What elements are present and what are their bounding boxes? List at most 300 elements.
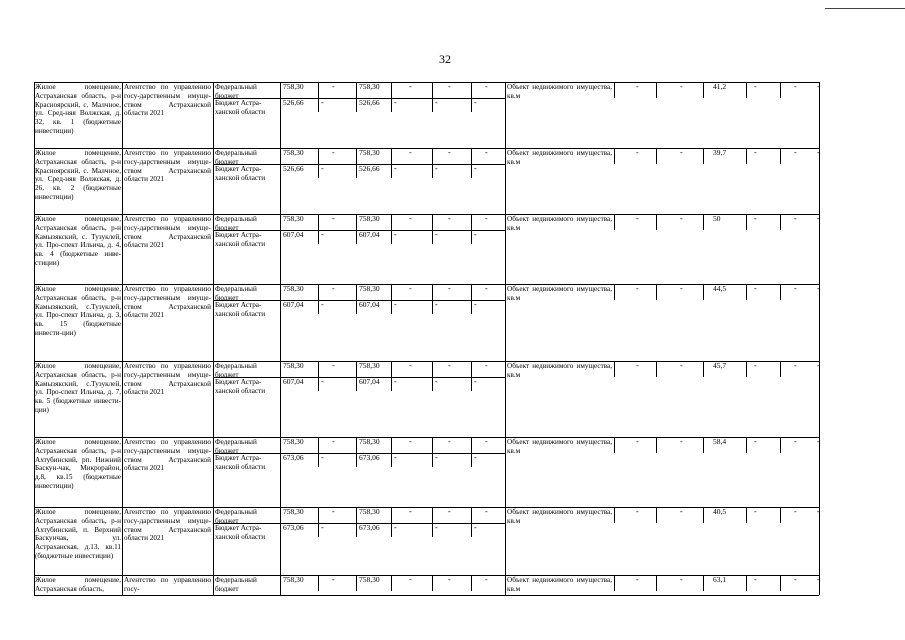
row-indicator: Объект недвижимого имущества, кв.м: [507, 362, 612, 379]
row-object-description: Жилое помещение, Астраханская область, р-н Камызякский, с. Тузуклей, ул. Про-спект Ильича, д. 4, кв. 4 (бюджетные инве-стиции): [35, 215, 121, 267]
row-budget-federal: Федеральный бюджет: [215, 285, 257, 301]
dash-mark: -: [485, 284, 488, 293]
table-vline-sub: [432, 148, 433, 164]
table-vline-sub: [471, 361, 472, 377]
dash-mark: -: [636, 148, 639, 157]
dash-mark: -: [474, 230, 477, 239]
row-budget-regional: Бюджет Астра-ханской области: [215, 301, 266, 317]
row-indicator: Объект недвижимого имущества, кв.м: [507, 438, 612, 455]
table-vline-sub: [746, 214, 747, 230]
dash-mark: -: [817, 361, 820, 370]
dash-mark: -: [817, 507, 820, 516]
dash-mark: -: [817, 148, 820, 157]
row-value-federal: 758,30: [359, 437, 380, 446]
table-vline-sub: [432, 98, 433, 112]
dash-mark: -: [817, 284, 820, 293]
table-vline-sub: [746, 148, 747, 164]
dash-mark: -: [448, 437, 451, 446]
table-vline-sub: [391, 361, 392, 377]
row-value-total-regional: 673,06: [283, 523, 304, 532]
dash-mark: -: [409, 82, 412, 91]
table-vline-sub: [318, 453, 319, 467]
dash-mark: -: [321, 230, 324, 239]
row-budget-regional: Бюджет Астра-ханской области: [215, 524, 266, 540]
dash-mark: -: [321, 98, 324, 107]
dash-mark: -: [435, 377, 438, 386]
dash-mark: -: [332, 148, 335, 157]
dash-mark: -: [321, 377, 324, 386]
table-vline-sub: [656, 214, 657, 230]
table-vline-sub: [471, 377, 472, 391]
row-value-total-federal: 758,30: [283, 82, 304, 91]
table-vline-sub: [391, 230, 392, 244]
table-vline-sub: [391, 507, 392, 523]
row-area-value: 63,1: [713, 575, 727, 584]
table-vline-sub: [746, 437, 747, 453]
row-area-value: 45,7: [713, 361, 727, 370]
dash-mark: -: [485, 361, 488, 370]
dash-mark: -: [817, 82, 820, 91]
row-budget-regional: Бюджет Астра-ханской области: [215, 454, 266, 470]
dash-mark: -: [485, 575, 488, 584]
row-value-total-federal: 758,30: [283, 361, 304, 370]
table-vline-sub: [391, 437, 392, 453]
top-rule: [825, 8, 905, 9]
dash-mark: -: [409, 575, 412, 584]
table-vline: [280, 82, 281, 595]
table-vline-sub: [356, 453, 357, 467]
table-vline-sub: [614, 82, 615, 98]
table-vline-sub: [318, 361, 319, 377]
row-value-regional: 526,66: [359, 164, 380, 173]
table-vline-sub: [780, 284, 781, 300]
dash-mark: -: [794, 82, 797, 91]
table-vline-sub: [391, 575, 392, 591]
table-vline-sub: [432, 82, 433, 98]
dash-mark: -: [448, 361, 451, 370]
dash-mark: -: [394, 164, 397, 173]
table-vline-sub: [703, 361, 704, 377]
row-indicator: Объект недвижимого имущества, кв.м: [507, 285, 612, 302]
table-vline-sub: [356, 300, 357, 314]
row-budget-federal: Федеральный бюджет: [215, 438, 257, 454]
row-area-value: 58,4: [713, 437, 727, 446]
table-vline-sub: [391, 453, 392, 467]
row-value-regional: 607,04: [359, 300, 380, 309]
dash-mark: -: [794, 284, 797, 293]
dash-mark: -: [332, 507, 335, 516]
table-vline-sub: [318, 437, 319, 453]
row-value-federal: 758,30: [359, 284, 380, 293]
table-vline-sub: [471, 230, 472, 244]
dash-mark: -: [394, 377, 397, 386]
row-object-description: Жилое помещение, Астраханская область, р-н Ахтубинский, рп. Нижний Баскун-чак, Микрорайон, д.8, кв.15 (бюджетные инвестиции): [35, 438, 121, 490]
row-indicator: Объект недвижимого имущества, кв.м: [507, 576, 612, 593]
dash-mark: -: [409, 284, 412, 293]
table-vline-sub: [614, 214, 615, 230]
table-vline: [213, 82, 214, 595]
row-indicator: Объект недвижимого имущества, кв.м: [507, 83, 612, 100]
dash-mark: -: [636, 214, 639, 223]
dash-mark: -: [680, 82, 683, 91]
dash-mark: -: [636, 361, 639, 370]
dash-mark: -: [474, 377, 477, 386]
table-vline-sub: [356, 82, 357, 98]
table-vline-sub: [356, 507, 357, 523]
table-vline-sub: [356, 437, 357, 453]
table-vline-sub: [614, 284, 615, 300]
dash-mark: -: [409, 214, 412, 223]
dash-mark: -: [474, 523, 477, 532]
row-object-description: Жилое помещение, Астраханская область,: [35, 576, 121, 593]
table-vline-sub: [318, 98, 319, 112]
table-vline-sub: [471, 82, 472, 98]
table-vline-sub: [471, 575, 472, 591]
dash-mark: -: [485, 437, 488, 446]
dash-mark: -: [754, 507, 757, 516]
dash-mark: -: [636, 82, 639, 91]
table-vline-sub: [471, 437, 472, 453]
table-vline-sub: [356, 230, 357, 244]
dash-mark: -: [332, 284, 335, 293]
dash-mark: -: [394, 98, 397, 107]
row-value-total-regional: 526,66: [283, 164, 304, 173]
dash-mark: -: [680, 361, 683, 370]
row-value-federal: 758,30: [359, 82, 380, 91]
table-hline: [34, 595, 819, 596]
dash-mark: -: [448, 214, 451, 223]
table-vline-sub: [703, 148, 704, 164]
table-vline: [505, 82, 506, 595]
table-vline-sub: [703, 575, 704, 591]
dash-mark: -: [332, 437, 335, 446]
row-object-description: Жилое помещение, Астраханская область, р-н Камызякский, с.Тузуклей, ул. Про-спект Ильича, д. 7, кв. 5 (бюджетные инвести-ции): [35, 362, 121, 414]
row-agency: Агентство по управлению госу-дарственным имуще-ством Астраханской области 2021: [124, 508, 211, 543]
table-vline-sub: [432, 523, 433, 537]
dash-mark: -: [680, 437, 683, 446]
row-value-total-federal: 758,30: [283, 148, 304, 157]
dash-mark: -: [636, 437, 639, 446]
table-vline-sub: [780, 214, 781, 230]
row-budget-federal: Федеральный бюджет: [215, 215, 257, 231]
dash-mark: -: [794, 575, 797, 584]
row-agency: Агентство по управлению госу-дарственным имуще-ством Астраханской области 2021: [124, 285, 211, 320]
table-vline-sub: [318, 300, 319, 314]
table-vline: [819, 82, 820, 595]
row-agency: Агентство по управлению госу-дарственным имуще-ством Астраханской области 2021: [124, 362, 211, 397]
table-vline-sub: [780, 82, 781, 98]
dash-mark: -: [321, 300, 324, 309]
table-vline-sub: [391, 300, 392, 314]
table-vline-sub: [432, 164, 433, 178]
dash-mark: -: [332, 82, 335, 91]
table-vline-sub: [746, 82, 747, 98]
table-vline-sub: [471, 214, 472, 230]
table-vline-sub: [432, 377, 433, 391]
table-vline-sub: [356, 98, 357, 112]
page-number: 32: [439, 52, 451, 66]
row-indicator: Объект недвижимого имущества, кв.м: [507, 215, 612, 232]
table-vline-sub: [471, 148, 472, 164]
dash-mark: -: [485, 82, 488, 91]
dash-mark: -: [636, 575, 639, 584]
table-vline-sub: [780, 437, 781, 453]
table-vline-sub: [318, 82, 319, 98]
table-vline-sub: [780, 575, 781, 591]
row-agency: Агентство по управлению госу-дарственным имуще-ством Астраханской области 2021: [124, 149, 211, 184]
row-value-total-federal: 758,30: [283, 507, 304, 516]
dash-mark: -: [394, 230, 397, 239]
table-vline-sub: [432, 507, 433, 523]
row-agency: Агентство по управлению госу-дарственным имуще-ством Астраханской области 2021: [124, 215, 211, 250]
row-value-total-federal: 758,30: [283, 437, 304, 446]
dash-mark: -: [448, 82, 451, 91]
table-vline-sub: [432, 214, 433, 230]
table-vline-sub: [391, 164, 392, 178]
dash-mark: -: [332, 361, 335, 370]
table-vline-sub: [391, 377, 392, 391]
table-vline-sub: [746, 284, 747, 300]
dash-mark: -: [794, 361, 797, 370]
table-vline-sub: [656, 82, 657, 98]
table-vline-sub: [703, 214, 704, 230]
table-vline-sub: [656, 361, 657, 377]
dash-mark: -: [485, 148, 488, 157]
table-vline-sub: [746, 507, 747, 523]
dash-mark: -: [435, 98, 438, 107]
table-vline-sub: [432, 361, 433, 377]
row-budget-regional: Бюджет Астра-ханской области: [215, 165, 266, 181]
row-area-value: 44,5: [713, 284, 727, 293]
dash-mark: -: [448, 148, 451, 157]
table-vline: [122, 82, 123, 595]
dash-mark: -: [474, 164, 477, 173]
table-vline-sub: [614, 437, 615, 453]
row-indicator: Объект недвижимого имущества, кв.м: [507, 508, 612, 525]
row-area-value: 41,2: [713, 82, 727, 91]
dash-mark: -: [394, 523, 397, 532]
table-vline-sub: [391, 523, 392, 537]
dash-mark: -: [680, 575, 683, 584]
table-vline-sub: [614, 507, 615, 523]
row-object-description: Жилое помещение, Астраханская область, р-н Красноярский, с. Малчное, ул. Сред-няя Волжская, д. 32, кв. 1 (бюджетные инвестиции): [35, 83, 121, 135]
dash-mark: -: [435, 300, 438, 309]
table-vline-sub: [780, 361, 781, 377]
table-vline-sub: [432, 437, 433, 453]
table-vline-sub: [318, 214, 319, 230]
table-vline-sub: [656, 575, 657, 591]
table-vline-sub: [614, 361, 615, 377]
table-vline-sub: [471, 98, 472, 112]
table-vline-sub: [471, 164, 472, 178]
table-vline-sub: [318, 230, 319, 244]
dash-mark: -: [448, 507, 451, 516]
dash-mark: -: [332, 214, 335, 223]
row-value-regional: 673,06: [359, 523, 380, 532]
dash-mark: -: [754, 437, 757, 446]
dash-mark: -: [485, 214, 488, 223]
row-value-federal: 758,30: [359, 148, 380, 157]
dash-mark: -: [794, 437, 797, 446]
dash-mark: -: [435, 230, 438, 239]
table-vline-sub: [356, 575, 357, 591]
dash-mark: -: [474, 300, 477, 309]
row-value-total-federal: 758,30: [283, 214, 304, 223]
row-value-federal: 758,30: [359, 214, 380, 223]
table-vline-sub: [432, 453, 433, 467]
dash-mark: -: [817, 214, 820, 223]
table-vline-sub: [746, 575, 747, 591]
table-vline-sub: [318, 284, 319, 300]
dash-mark: -: [448, 284, 451, 293]
row-budget-federal: Федеральный бюджет: [215, 83, 257, 99]
row-area-value: 40,5: [713, 507, 727, 516]
row-value-federal: 758,30: [359, 507, 380, 516]
table-vline-sub: [391, 82, 392, 98]
table-vline-sub: [746, 361, 747, 377]
table-vline-sub: [356, 377, 357, 391]
dash-mark: -: [794, 507, 797, 516]
row-budget-federal: Федеральный бюджет: [215, 508, 257, 524]
table-vline-sub: [318, 164, 319, 178]
row-value-total-regional: 607,04: [283, 377, 304, 386]
dash-mark: -: [754, 214, 757, 223]
table-vline-sub: [656, 507, 657, 523]
table-vline-sub: [318, 148, 319, 164]
dash-mark: -: [754, 82, 757, 91]
dash-mark: -: [474, 98, 477, 107]
table-vline-sub: [432, 575, 433, 591]
table-vline-sub: [356, 148, 357, 164]
dash-mark: -: [394, 453, 397, 462]
dash-mark: -: [817, 575, 820, 584]
row-value-total-regional: 673,06: [283, 453, 304, 462]
row-value-regional: 607,04: [359, 377, 380, 386]
table-vline-sub: [391, 148, 392, 164]
dash-mark: -: [474, 453, 477, 462]
dash-mark: -: [409, 507, 412, 516]
table-vline-sub: [614, 575, 615, 591]
table-vline-sub: [471, 300, 472, 314]
dash-mark: -: [321, 164, 324, 173]
row-value-total-regional: 607,04: [283, 230, 304, 239]
row-budget-regional: Бюджет Астра-ханской области: [215, 378, 266, 394]
table-vline-sub: [471, 284, 472, 300]
dash-mark: -: [485, 507, 488, 516]
table-vline-sub: [471, 507, 472, 523]
row-area-value: 50: [713, 214, 721, 223]
table-vline-sub: [318, 377, 319, 391]
dash-mark: -: [754, 575, 757, 584]
dash-mark: -: [794, 214, 797, 223]
dash-mark: -: [817, 437, 820, 446]
dash-mark: -: [754, 284, 757, 293]
dash-mark: -: [321, 453, 324, 462]
row-value-total-regional: 526,66: [283, 98, 304, 107]
row-value-total-regional: 607,04: [283, 300, 304, 309]
table-vline-sub: [318, 507, 319, 523]
row-agency: Агентство по управлению госу-: [124, 576, 211, 593]
table-vline-sub: [391, 98, 392, 112]
table-vline-sub: [432, 300, 433, 314]
table-vline-sub: [656, 284, 657, 300]
table-vline-sub: [471, 453, 472, 467]
table-vline-sub: [356, 284, 357, 300]
table-vline-sub: [391, 284, 392, 300]
dash-mark: -: [435, 453, 438, 462]
row-budget-federal: Федеральный бюджет: [215, 362, 257, 378]
table-vline-sub: [703, 507, 704, 523]
dash-mark: -: [409, 437, 412, 446]
table-vline-sub: [356, 164, 357, 178]
row-value-total-federal: 758,30: [283, 575, 304, 584]
row-budget-regional: Бюджет Астра-ханской области: [215, 99, 266, 115]
table-vline-sub: [471, 523, 472, 537]
dash-mark: -: [680, 284, 683, 293]
dash-mark: -: [680, 214, 683, 223]
row-object-description: Жилое помещение, Астраханская область, р-н Красноярский, с. Малчное, ул. Сред-няя Волжская, д. 26, кв. 2 (бюджетные инвестиции): [35, 149, 121, 201]
table-vline-sub: [318, 575, 319, 591]
table-vline-sub: [432, 230, 433, 244]
dash-mark: -: [332, 575, 335, 584]
dash-mark: -: [435, 523, 438, 532]
table-vline-sub: [391, 214, 392, 230]
dash-mark: -: [435, 164, 438, 173]
row-budget-federal: Федеральный бюджет: [215, 576, 257, 592]
dash-mark: -: [409, 361, 412, 370]
row-budget-federal: Федеральный бюджет: [215, 149, 257, 165]
dash-mark: -: [680, 148, 683, 157]
dash-mark: -: [636, 284, 639, 293]
table-vline-sub: [614, 148, 615, 164]
table-vline-sub: [703, 284, 704, 300]
table-vline-sub: [780, 507, 781, 523]
table-vline-sub: [780, 148, 781, 164]
dash-mark: -: [636, 507, 639, 516]
row-agency: Агентство по управлению госу-дарственным имуще-ством Астраханской области 2021: [124, 438, 211, 473]
row-indicator: Объект недвижимого имущества, кв.м: [507, 149, 612, 166]
row-agency: Агентство по управлению госу-дарственным имуще-ством Астраханской области 2021: [124, 83, 211, 118]
table-vline-sub: [356, 361, 357, 377]
row-value-federal: 758,30: [359, 575, 380, 584]
row-value-regional: 673,06: [359, 453, 380, 462]
row-budget-regional: Бюджет Астра-ханской области: [215, 231, 266, 247]
dash-mark: -: [448, 575, 451, 584]
table-vline-sub: [656, 148, 657, 164]
row-object-description: Жилое помещение, Астраханская область, р-н Ахтубинский, п. Верхний Баскунчак, ул. Астраханская, д.13, кв.11 (бюджетные инвестиции): [35, 508, 121, 560]
dash-mark: -: [754, 148, 757, 157]
dash-mark: -: [754, 361, 757, 370]
dash-mark: -: [794, 148, 797, 157]
dash-mark: -: [680, 507, 683, 516]
row-area-value: 39,7: [713, 148, 727, 157]
row-value-total-federal: 758,30: [283, 284, 304, 293]
table-vline-sub: [656, 437, 657, 453]
row-object-description: Жилое помещение, Астраханская область, р-н Камызякский, с.Тузуклей, ул. Про-спект Ильича, д. 3, кв. 15 (бюджетные инвести-ции): [35, 285, 121, 337]
table-vline-sub: [356, 214, 357, 230]
table-vline-sub: [703, 437, 704, 453]
table-vline-sub: [432, 284, 433, 300]
table-vline-sub: [703, 82, 704, 98]
dash-mark: -: [394, 300, 397, 309]
dash-mark: -: [409, 148, 412, 157]
table-vline-sub: [356, 523, 357, 537]
dash-mark: -: [321, 523, 324, 532]
table-vline-sub: [318, 523, 319, 537]
row-value-federal: 758,30: [359, 361, 380, 370]
row-value-regional: 526,66: [359, 98, 380, 107]
row-value-regional: 607,04: [359, 230, 380, 239]
